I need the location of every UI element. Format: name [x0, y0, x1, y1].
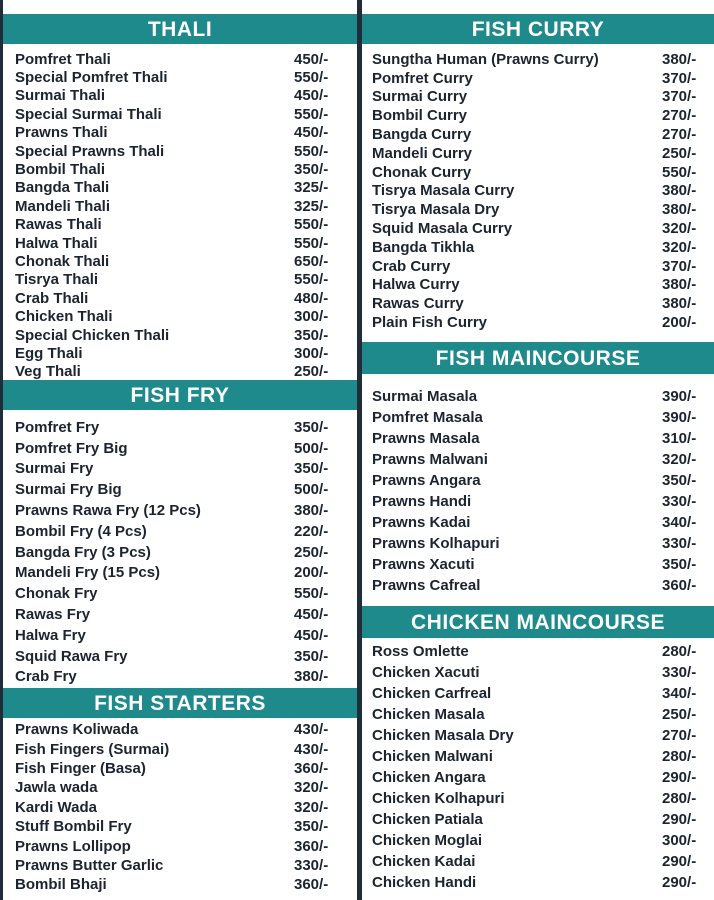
menu-item-price: 300/- — [294, 344, 329, 362]
menu-item-name: Bombil Thali — [15, 161, 105, 179]
menu-item-price: 250/- — [662, 706, 697, 723]
menu-item-price: 360/- — [294, 837, 329, 855]
menu-item-price: 360/- — [662, 577, 697, 594]
menu-item-price: 500/- — [294, 439, 329, 457]
menu-item-price: 450/- — [294, 124, 329, 142]
menu-item-price: 430/- — [294, 740, 329, 758]
menu-item-price: 320/- — [294, 798, 329, 816]
menu-item — [362, 809, 714, 830]
menu-item — [3, 583, 357, 604]
menu-item-price: 360/- — [294, 876, 329, 894]
menu-item-price: 330/- — [662, 664, 697, 681]
menu-item — [3, 817, 357, 836]
menu-item-name: Veg Thali — [15, 363, 81, 381]
right-menu-column — [362, 0, 714, 900]
left-menu-column — [3, 0, 357, 900]
menu-item — [362, 200, 714, 219]
menu-item-name: Prawns Malwani — [372, 451, 488, 468]
menu-item — [362, 872, 714, 893]
menu-item-name: Chicken Handi — [372, 874, 477, 891]
menu-item-name: Mandeli Curry — [372, 144, 473, 162]
menu-item-name: Halwa Fry — [15, 626, 86, 644]
menu-item-price: 290/- — [662, 853, 697, 870]
menu-item-price: 350/- — [294, 326, 329, 344]
menu-item-name: Prawns Kadai — [372, 514, 471, 531]
menu-item-name: Rawas Thali — [15, 216, 102, 234]
menu-item-price: 250/- — [294, 363, 329, 381]
menu-items-list — [3, 720, 357, 895]
menu-item — [362, 554, 714, 575]
menu-item-price: 330/- — [662, 535, 697, 552]
menu-item — [3, 363, 357, 381]
menu-item — [362, 407, 714, 428]
menu-item — [362, 449, 714, 470]
menu-item-price: 550/- — [294, 585, 329, 603]
menu-item-price: 270/- — [662, 107, 697, 125]
menu-item-name: Bombil Fry (4 Pcs) — [15, 522, 147, 540]
menu-item-price: 340/- — [662, 514, 697, 531]
menu-item — [362, 50, 714, 69]
menu-item-price: 350/- — [662, 472, 697, 489]
menu-item-price: 500/- — [294, 481, 329, 499]
menu-item-name: Prawns Cafreal — [372, 577, 481, 594]
menu-item-price: 350/- — [662, 556, 697, 573]
menu-item-name: Chicken Patiala — [372, 811, 483, 828]
menu-item-price: 380/- — [294, 502, 329, 520]
section-heading: FISH CURRY — [362, 14, 714, 44]
menu-item — [362, 851, 714, 872]
menu-item-price: 200/- — [294, 564, 329, 582]
menu-item-name: Egg Thali — [15, 344, 83, 362]
menu-item-name: Special Surmai Thali — [15, 105, 162, 123]
menu-item — [362, 238, 714, 257]
menu-item-name: Prawns Angara — [372, 472, 481, 489]
menu-item-price: 330/- — [662, 493, 697, 510]
menu-item — [3, 179, 357, 197]
menu-item-price: 650/- — [294, 252, 329, 270]
menu-item-price: 340/- — [662, 685, 697, 702]
menu-item — [3, 197, 357, 215]
menu-item-price: 480/- — [294, 289, 329, 307]
menu-item-name: Surmai Thali — [15, 87, 106, 105]
menu-item-name: Bangda Thali — [15, 179, 110, 197]
menu-items-list — [3, 417, 357, 687]
menu-item — [3, 720, 357, 739]
menu-item — [362, 294, 714, 313]
menu-item — [3, 307, 357, 325]
menu-item-price: 350/- — [294, 460, 329, 478]
menu-item — [3, 625, 357, 646]
menu-item-name: Surmai Masala — [372, 388, 478, 405]
menu-item — [362, 662, 714, 683]
menu-item-name: Chicken Angara — [372, 769, 486, 786]
menu-item — [362, 725, 714, 746]
menu-item — [362, 641, 714, 662]
menu-item-name: Bombil Curry — [372, 107, 468, 125]
menu-item-name: Mandeli Thali — [15, 197, 111, 215]
menu-item — [3, 856, 357, 875]
menu-item-name: Kardi Wada — [15, 798, 97, 816]
menu-item — [362, 106, 714, 125]
menu-item — [3, 759, 357, 778]
menu-item-price: 450/- — [294, 626, 329, 644]
menu-item-price: 550/- — [294, 142, 329, 160]
menu-item — [3, 604, 357, 625]
menu-item-name: Chicken Thali — [15, 308, 113, 326]
menu-item-name: Bangda Curry — [372, 126, 472, 144]
menu-item-price: 220/- — [294, 522, 329, 540]
menu-item — [3, 646, 357, 667]
menu-item-name: Prawns Rawa Fry (12 Pcs) — [15, 502, 201, 520]
menu-item — [362, 491, 714, 512]
menu-item-price: 310/- — [662, 430, 697, 447]
menu-item — [3, 50, 357, 68]
menu-item — [362, 533, 714, 554]
menu-item-price: 270/- — [662, 126, 697, 144]
menu-item — [362, 276, 714, 295]
menu-items-list — [362, 641, 714, 893]
menu-item-price: 380/- — [662, 50, 697, 68]
section-heading: FISH STARTERS — [3, 688, 357, 718]
menu-item — [362, 470, 714, 491]
menu-item — [3, 252, 357, 270]
menu-item-name: Chonak Curry — [372, 163, 472, 181]
menu-item-price: 350/- — [294, 818, 329, 836]
menu-item-name: Prawns Butter Garlic — [15, 856, 164, 874]
menu-item-price: 360/- — [294, 759, 329, 777]
menu-item-name: Chicken Malwani — [372, 748, 493, 765]
menu-item — [362, 683, 714, 704]
menu-item — [3, 124, 357, 142]
menu-item-name: Prawns Kolhapuri — [372, 535, 500, 552]
menu-item-name: Chicken Carfreal — [372, 685, 492, 702]
menu-item-name: Prawns Masala — [372, 430, 480, 447]
menu-item-name: Tisrya Thali — [15, 271, 99, 289]
menu-item-price: 380/- — [662, 182, 697, 200]
menu-item-name: Pomfret Fry — [15, 418, 100, 436]
menu-item-name: Chonak Thali — [15, 252, 110, 270]
menu-item — [3, 160, 357, 178]
menu-item-price: 450/- — [294, 50, 329, 68]
menu-item — [3, 234, 357, 252]
section-heading: FISH FRY — [3, 380, 357, 410]
menu-item — [3, 216, 357, 234]
menu-item — [3, 667, 357, 688]
menu-item — [3, 417, 357, 438]
menu-item — [362, 69, 714, 88]
menu-item-name: Halwa Curry — [372, 276, 460, 294]
menu-item — [362, 767, 714, 788]
menu-item — [3, 68, 357, 86]
menu-item — [3, 875, 357, 894]
menu-item-name: Chicken Masala Dry — [372, 727, 514, 744]
menu-item-price: 250/- — [662, 144, 697, 162]
menu-item — [3, 798, 357, 817]
menu-item-name: Pomfret Masala — [372, 409, 483, 426]
menu-item-name: Mandeli Fry (15 Pcs) — [15, 564, 161, 582]
menu-item-name: Special Chicken Thali — [15, 326, 170, 344]
menu-item-price: 320/- — [294, 779, 329, 797]
menu-item-price: 300/- — [662, 832, 697, 849]
menu-item — [362, 313, 714, 332]
menu-item-name: Chicken Kadai — [372, 853, 476, 870]
menu-item-price: 380/- — [662, 295, 697, 313]
menu-item — [362, 219, 714, 238]
menu-item — [362, 575, 714, 596]
menu-item-price: 280/- — [662, 748, 697, 765]
menu-item — [3, 739, 357, 758]
menu-item — [362, 386, 714, 407]
menu-item-price: 370/- — [662, 257, 697, 275]
menu-item-name: Prawns Koliwada — [15, 721, 139, 739]
menu-item-price: 200/- — [662, 314, 697, 332]
menu-item-price: 290/- — [662, 874, 697, 891]
menu-item — [362, 830, 714, 851]
menu-item-name: Ross Omlette — [372, 643, 469, 660]
menu-item-price: 550/- — [294, 216, 329, 234]
menu-item-name: Chicken Kolhapuri — [372, 790, 505, 807]
menu-item-name: Special Pomfret Thali — [15, 69, 168, 87]
menu-items-list — [3, 50, 357, 381]
menu-item-price: 550/- — [294, 69, 329, 87]
menu-item-price: 320/- — [662, 238, 697, 256]
menu-item-price: 280/- — [662, 643, 697, 660]
menu-item-price: 380/- — [294, 668, 329, 686]
menu-item-price: 550/- — [294, 234, 329, 252]
menu-item — [362, 182, 714, 201]
menu-item-price: 430/- — [294, 721, 329, 739]
menu-item-name: Prawns Handi — [372, 493, 472, 510]
menu-item-name: Crab Thali — [15, 289, 89, 307]
menu-item — [3, 105, 357, 123]
menu-item — [3, 344, 357, 362]
menu-item-name: Chicken Masala — [372, 706, 485, 723]
menu-item-price: 450/- — [294, 606, 329, 624]
menu-item-price: 300/- — [294, 308, 329, 326]
menu-item-name: Squid Rawa Fry — [15, 647, 128, 665]
menu-item-price: 325/- — [294, 197, 329, 215]
menu-item-price: 270/- — [662, 727, 697, 744]
menu-item-name: Tisrya Masala Dry — [372, 201, 500, 219]
menu-item-name: Sungtha Human (Prawns Curry) — [372, 50, 599, 68]
menu-item — [362, 144, 714, 163]
menu-item-price: 290/- — [662, 769, 697, 786]
menu-items-list — [362, 386, 714, 596]
menu-item — [3, 563, 357, 584]
menu-item-price: 350/- — [294, 647, 329, 665]
menu-item-name: Squid Masala Curry — [372, 220, 513, 238]
menu-item — [3, 271, 357, 289]
menu-item — [3, 542, 357, 563]
menu-item-name: Bangda Fry (3 Pcs) — [15, 543, 151, 561]
menu-item — [3, 778, 357, 797]
menu-item — [362, 746, 714, 767]
menu-item-name: Tisrya Masala Curry — [372, 182, 515, 200]
menu-item — [3, 326, 357, 344]
menu-item-name: Pomfret Curry — [372, 69, 473, 87]
menu-item-price: 550/- — [662, 163, 697, 181]
menu-item-price: 325/- — [294, 179, 329, 197]
menu-item — [362, 704, 714, 725]
menu-item-price: 250/- — [294, 543, 329, 561]
menu-item-name: Rawas Fry — [15, 606, 91, 624]
menu-item-price: 290/- — [662, 811, 697, 828]
section-heading: THALI — [3, 14, 357, 44]
section-heading: FISH MAINCOURSE — [362, 342, 714, 374]
menu-item-name: Surmai Curry — [372, 88, 468, 106]
menu-item-name: Bangda Tikhla — [372, 238, 475, 256]
menu-item-price: 370/- — [662, 88, 697, 106]
menu-item — [3, 479, 357, 500]
menu-item-price: 320/- — [662, 220, 697, 238]
menu-item — [362, 257, 714, 276]
menu-item-price: 550/- — [294, 105, 329, 123]
menu-item-name: Surmai Fry Big — [15, 481, 122, 499]
menu-item — [3, 142, 357, 160]
menu-item-name: Jawla wada — [15, 779, 98, 797]
menu-item-price: 380/- — [662, 276, 697, 294]
menu-item-name: Prawns Xacuti — [372, 556, 475, 573]
menu-item — [3, 289, 357, 307]
menu-item-name: Crab Curry — [372, 257, 451, 275]
menu-item-price: 280/- — [662, 790, 697, 807]
menu-item-name: Pomfret Thali — [15, 50, 111, 68]
menu-item-name: Bombil Bhaji — [15, 876, 107, 894]
menu-item-price: 380/- — [662, 201, 697, 219]
menu-item — [362, 428, 714, 449]
menu-item-price: 350/- — [294, 418, 329, 436]
menu-item-price: 320/- — [662, 451, 697, 468]
section-heading: CHICKEN MAINCOURSE — [362, 606, 714, 638]
menu-item-name: Fish Finger (Basa) — [15, 759, 146, 777]
menu-item — [3, 87, 357, 105]
menu-item-name: Halwa Thali — [15, 234, 98, 252]
menu-item — [3, 500, 357, 521]
menu-item-name: Chicken Moglai — [372, 832, 483, 849]
menu-item — [362, 788, 714, 809]
menu-item-name: Fish Fingers (Surmai) — [15, 740, 170, 758]
menu-item — [362, 88, 714, 107]
menu-item — [3, 521, 357, 542]
menu-item — [3, 459, 357, 480]
menu-item-name: Special Prawns Thali — [15, 142, 165, 160]
menu-item — [362, 512, 714, 533]
menu-item-name: Surmai Fry — [15, 460, 94, 478]
menu-item-price: 390/- — [662, 388, 697, 405]
menu-item — [3, 836, 357, 855]
menu-item-price: 390/- — [662, 409, 697, 426]
menu-item-name: Prawns Lollipop — [15, 837, 131, 855]
menu-item-name: Stuff Bombil Fry — [15, 818, 132, 836]
menu-item-price: 450/- — [294, 87, 329, 105]
menu-item-price: 370/- — [662, 69, 697, 87]
menu-items-list — [362, 50, 714, 332]
menu-item — [362, 163, 714, 182]
menu-item-price: 330/- — [294, 856, 329, 874]
menu-item-price: 350/- — [294, 161, 329, 179]
menu-item-name: Plain Fish Curry — [372, 314, 488, 332]
menu-item-price: 550/- — [294, 271, 329, 289]
menu-item-name: Rawas Curry — [372, 295, 464, 313]
menu-item-name: Chicken Xacuti — [372, 664, 480, 681]
menu-item-name: Pomfret Fry Big — [15, 439, 128, 457]
menu-item-name: Prawns Thali — [15, 124, 108, 142]
menu-item — [362, 125, 714, 144]
menu-item — [3, 438, 357, 459]
menu-item-name: Crab Fry — [15, 668, 77, 686]
menu-item-name: Chonak Fry — [15, 585, 98, 603]
